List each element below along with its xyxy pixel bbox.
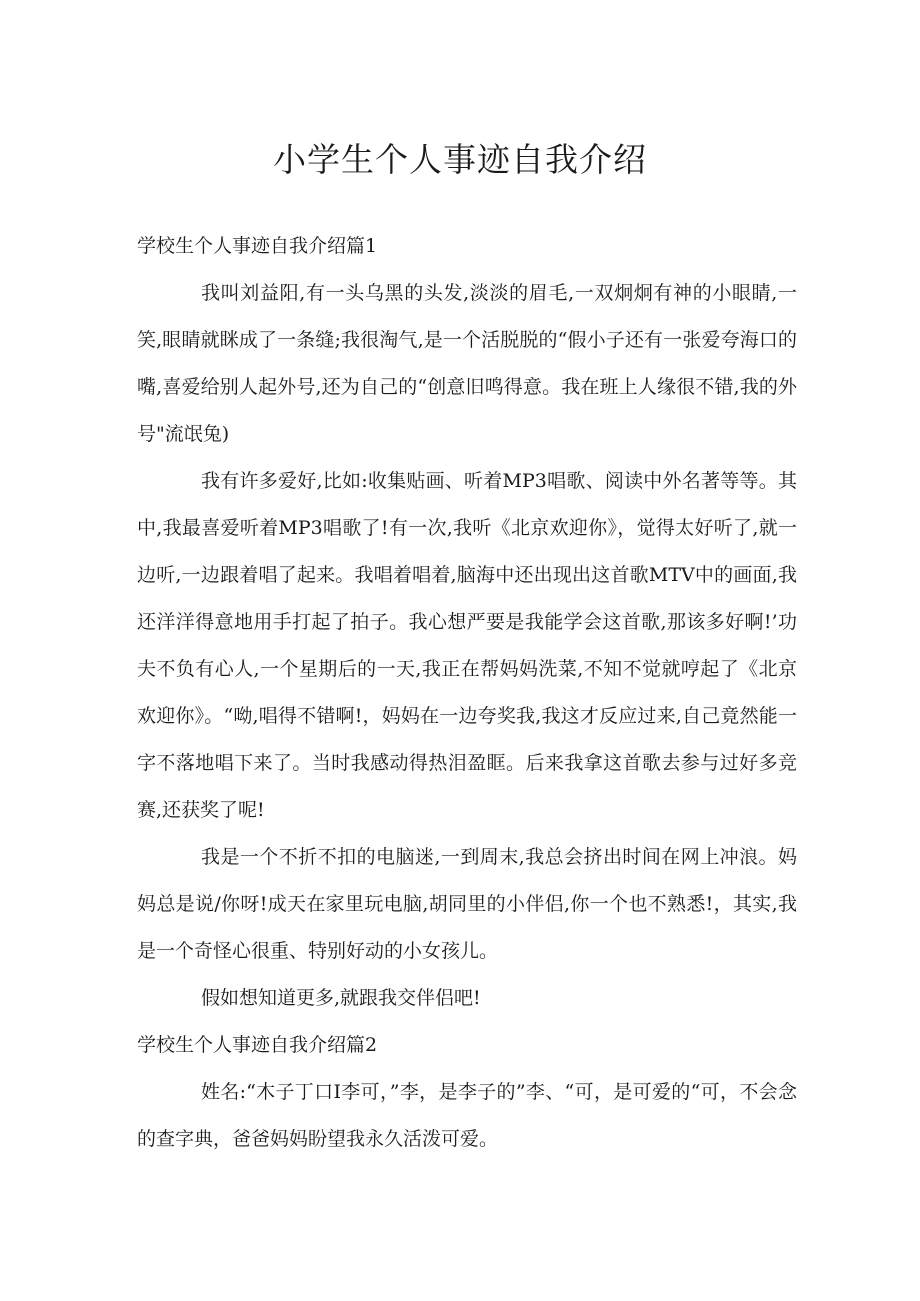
paragraph: 我有许多爱好,比如:收集贴画、听着MP3唱歌、阅读中外名著等等。其中,我最喜爱听着MP3唱歌了!有一次,我听《北京欢迎你》，觉得太好听了,就一边听,一边跟着唱了起来。我唱着唱着,脑海中还出现出这首歌MTV中的画面,我还洋洋得意地用手打起了拍子。我心想严要是我能学会这首歌,那该多好啊!’功夫不负有心人,一个星期后的一天,我正在帮妈妈洗菜,不知不觉就哼起了《北京欢迎你》。“呦,唱得不错啊!，妈妈在一边夸奖我,我这才反应过来,自己竟然能一字不落地唱下来了。当时我感动得热泪盈眶。后来我拿这首歌去参与过好多竞赛,还获奖了呢! (137, 470, 797, 821)
paragraph: 姓名:“木子丁口I李可，”李，是李子的”李、“可，是可爱的“可，不会念的查字典，爸爸妈妈盼望我永久活泼可爱。 (137, 1081, 797, 1150)
document-title: 小学生个人事迹自我介绍 (273, 140, 647, 179)
paragraph: 我是一个不折不扣的电脑迷,一到周末,我总会挤出时间在网上冲浪。妈妈总是说/你呀!成天在家里玩电脑,胡同里的小伴侣,你一个也不熟悉!，其实,我是一个奇怪心很重、特别好动的小女孩儿。 (137, 846, 797, 962)
section-heading: 学校生个人事迹自我介绍篇1 (137, 235, 378, 257)
section-2 (137, 1022, 797, 1163)
section-heading: 学校生个人事迹自我介绍篇2 (137, 1034, 378, 1056)
section-1 (137, 223, 797, 1022)
paragraph: 我叫刘益阳,有一头乌黑的头发,淡淡的眉毛,一双炯炯有神的小眼睛,一笑,眼睛就眯成了一条缝;我很淘气,是一个活脱脱的“假小子还有一张爱夸海口的嘴,喜爱给别人起外号,还为自己的“创意旧鸣得意。我在班上人缘很不错,我的外号"流氓兔) (137, 282, 797, 445)
document-body (137, 223, 797, 1163)
paragraph: 假如想知道更多,就跟我交伴侣吧! (201, 987, 481, 1009)
